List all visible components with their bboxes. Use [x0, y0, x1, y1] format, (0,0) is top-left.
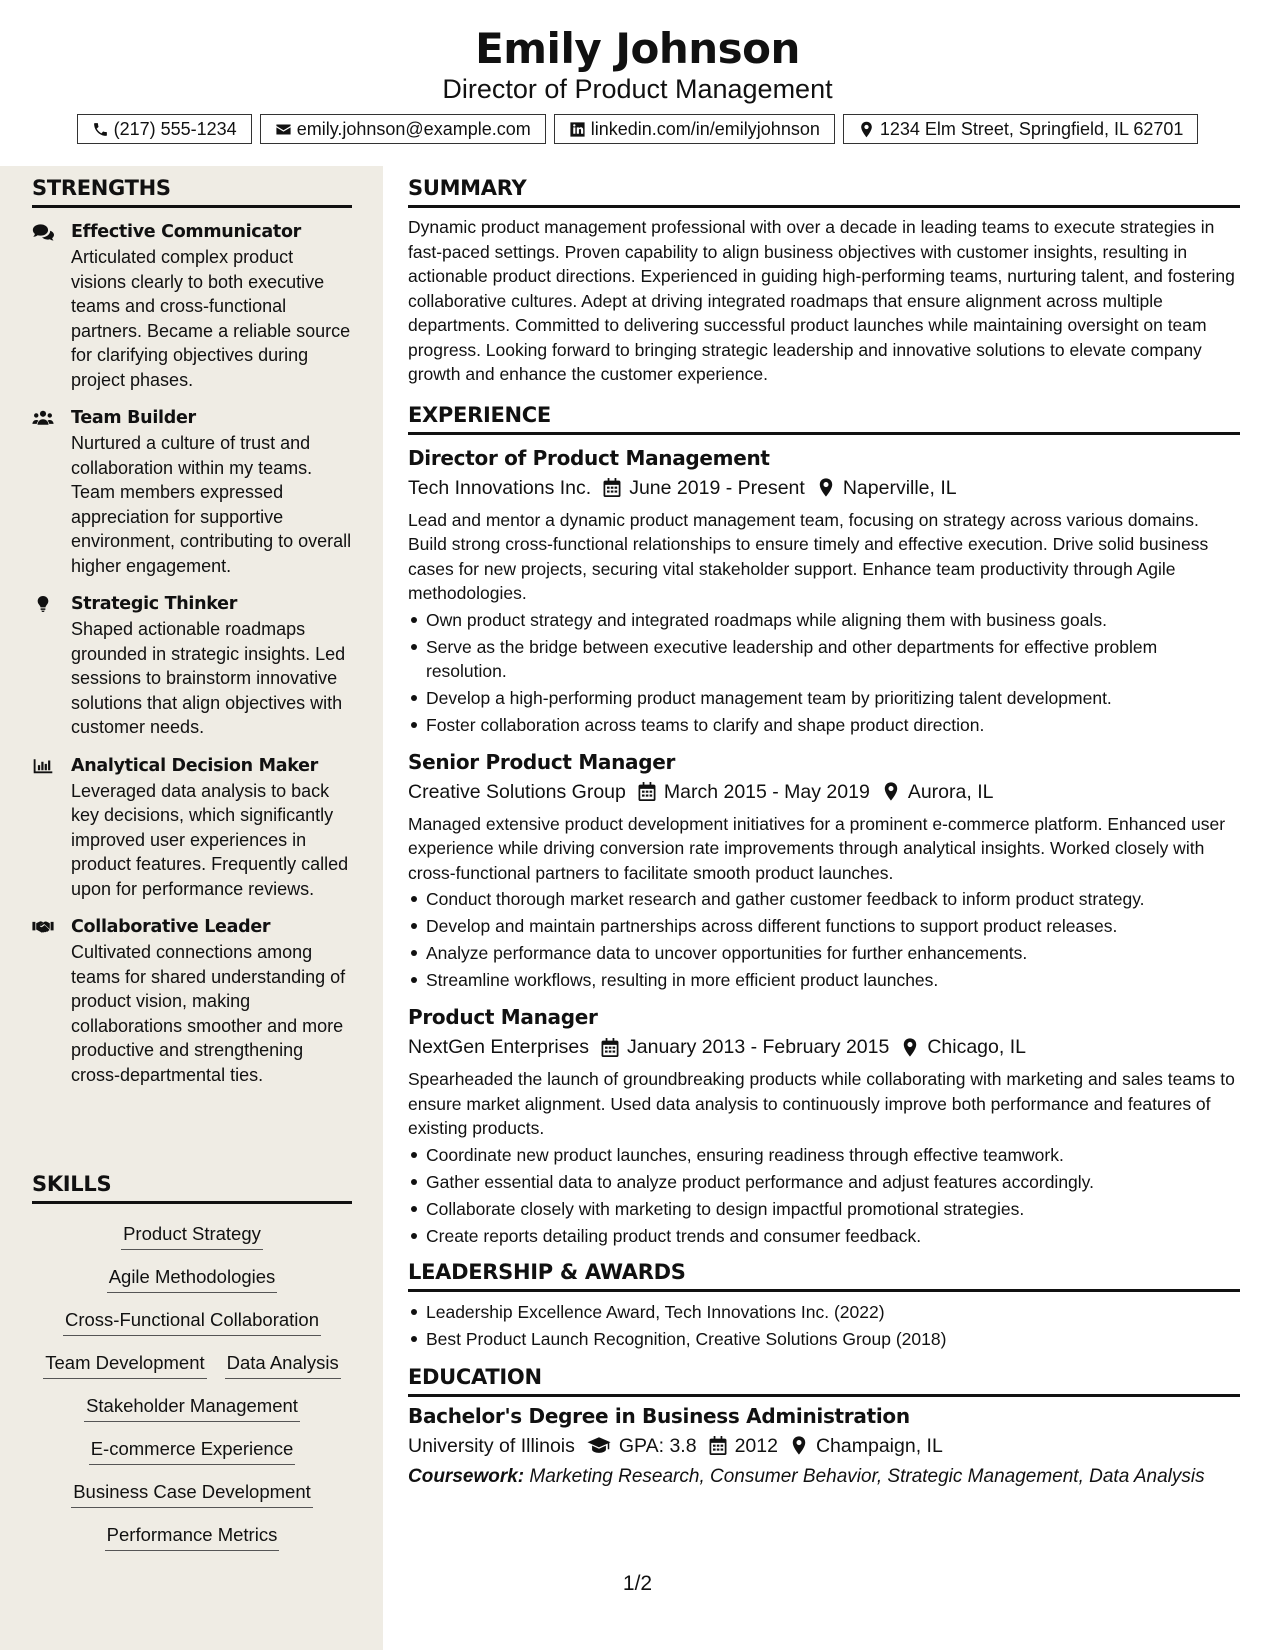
strength-desc: Shaped actionable roadmaps grounded in strategic insights. Led sessions to brainstorm innovative solutions that align objectives with customer needs.: [71, 619, 346, 737]
job-dates: January 2013 - February 2015: [627, 1036, 890, 1058]
experience-heading: EXPERIENCE: [408, 403, 1240, 435]
job-bullet: Streamline workflows, resulting in more efficient product launches.: [408, 968, 1240, 992]
skill-tag: Stakeholder Management: [84, 1394, 300, 1422]
job-meta: [408, 473, 1240, 503]
awards-heading: LEADERSHIP & AWARDS: [408, 1260, 1240, 1292]
summary-text: Dynamic product management professional with over a decade in leading teams to execute strategies in fast-paced settings. Proven capability to align business objectives with customer insights, resulting in actionable product directions. Experienced in guiding high-performing teams, nurturing talent, and fostering collaborative cultures. Adept at driving integrated roadmaps that ensure alignment across multiple departments. Committed to delivering successful product launches while maintaining oversight on team progress. Looking forward to bringing strategic leadership and innovative solutions to elevate company growth and enhance the customer experience.: [408, 217, 1235, 384]
awards-list: [408, 1300, 1240, 1351]
coursework: [408, 1465, 1240, 1489]
calendar-icon: [638, 782, 656, 801]
job-dates: March 2015 - May 2019: [663, 780, 870, 803]
skills-section: [32, 1172, 352, 1551]
job-dates: June 2019 - Present: [629, 476, 805, 499]
job-bullet: Foster collaboration across teams to clarify and shape product direction.: [408, 713, 1240, 737]
linkedin-icon: [569, 121, 586, 138]
gpa-text: GPA: 3.8: [618, 1434, 697, 1457]
coursework-label: Coursework:: [408, 1465, 525, 1487]
graduation-year: 2012: [734, 1434, 778, 1457]
page-number: 1/2: [622, 1572, 653, 1595]
strength-desc: Cultivated connections among teams for shared understanding of product vision, making collaborations smoother and more productive and strengthening cross-departmental ties.: [71, 942, 346, 1085]
skill-tag: Agile Methodologies: [107, 1265, 278, 1293]
skill-tag: Business Case Development: [71, 1480, 313, 1508]
map-pin-icon: [901, 1038, 919, 1057]
job-bullet: Coordinate new product launches, ensuring readiness through effective teamwork.: [408, 1143, 1240, 1167]
experience-section: [408, 403, 1240, 1248]
job-bullet: Collaborate closely with marketing to design impactful promotional strategies.: [408, 1197, 1240, 1221]
contact-linkedin[interactable]: [554, 114, 835, 144]
job-company: Creative Solutions Group: [408, 780, 626, 803]
school-name: University of Illinois: [408, 1434, 575, 1457]
job-location: Chicago, IL: [927, 1036, 1026, 1058]
strength-title: Team Builder: [71, 408, 196, 428]
job-location: Naperville, IL: [842, 476, 957, 499]
job-bullet: Analyze performance data to uncover opportunities for further enhancements.: [408, 941, 1240, 965]
contact-email[interactable]: [260, 114, 546, 144]
strength-title: Collaborative Leader: [71, 917, 271, 937]
job-description: Managed extensive product development initiatives for a prominent e-commerce platform. Enhanced user experience while driving conversion rate improvements through analytical insights. Worked closely with cross-functional partners to facilitate smooth product launches.: [408, 813, 1226, 883]
job-bullet: Own product strategy and integrated roadmaps while aligning them with business goals.: [408, 608, 1240, 632]
phone-text: (217) 555-1234: [113, 118, 237, 139]
graduation-cap-icon: [587, 1436, 611, 1455]
skills-heading: SKILLS: [32, 1172, 352, 1204]
candidate-name: Emily Johnson: [475, 24, 800, 73]
strength-title: Effective Communicator: [71, 222, 302, 242]
address-text: 1234 Elm Street, Springfield, IL 62701: [879, 118, 1184, 139]
resume-header: [0, 0, 1275, 166]
users-icon: [32, 409, 54, 427]
job-company: Tech Innovations Inc.: [408, 476, 592, 499]
contact-address: [843, 114, 1199, 144]
skill-tag: E-commerce Experience: [89, 1437, 296, 1465]
phone-icon: [92, 121, 109, 138]
skill-tag: Performance Metrics: [105, 1523, 280, 1551]
job-entry: [408, 1002, 1240, 1248]
degree-title: Bachelor's Degree in Business Administration: [408, 1403, 910, 1428]
map-pin-icon: [858, 121, 875, 138]
strength-desc: Nurtured a culture of trust and collaboration within my teams. Team members expressed appreciation for supportive environment, contributing to overall higher engagement.: [71, 433, 352, 576]
job-bullet: Gather essential data to analyze product performance and adjust features accordingly.: [408, 1170, 1240, 1194]
contact-phone: [77, 114, 252, 144]
education-location: Champaign, IL: [815, 1434, 943, 1457]
job-bullet: Develop a high-performing product management team by prioritizing talent development.: [408, 686, 1240, 710]
award-item: Leadership Excellence Award, Tech Innovations Inc. (2022): [408, 1300, 1240, 1324]
strengths-heading: STRENGTHS: [32, 176, 352, 208]
awards-section: [408, 1260, 1240, 1351]
job-bullet: Conduct thorough market research and gather customer feedback to inform product strategy.: [408, 887, 1240, 911]
handshake-icon: [32, 918, 54, 936]
job-meta: [408, 777, 1240, 807]
education-meta: [408, 1431, 1240, 1461]
linkedin-text: linkedin.com/in/emilyjohnson: [590, 118, 820, 139]
job-bullets: [408, 887, 1240, 992]
strength-item: [32, 592, 352, 740]
lightbulb-icon: [32, 595, 54, 613]
contact-row: [0, 114, 1275, 144]
skill-tag: Cross-Functional Collaboration: [63, 1308, 321, 1336]
strength-desc: Articulated complex product visions clearly to both executive teams and cross-functional partners. Became a reliable source for clarifying objectives during project phases.: [71, 247, 351, 390]
strength-item: [32, 754, 352, 902]
skill-tag: Team Development: [43, 1351, 206, 1379]
job-bullet: Create reports detailing product trends and consumer feedback.: [408, 1224, 1240, 1248]
skills-list: [32, 1222, 352, 1551]
strength-item: [32, 406, 352, 578]
job-bullets: [408, 1143, 1240, 1248]
job-bullet: Develop and maintain partnerships across different functions to support product releases.: [408, 914, 1240, 938]
education-section: [408, 1365, 1240, 1489]
chart-icon: [32, 757, 54, 775]
summary-section: [408, 176, 1240, 387]
job-company: NextGen Enterprises: [408, 1036, 589, 1058]
comments-icon: [32, 223, 54, 241]
strength-item: [32, 220, 352, 392]
coursework-text: Marketing Research, Consumer Behavior, Strategic Management, Data Analysis: [529, 1465, 1205, 1487]
candidate-title: Director of Product Management: [442, 74, 833, 104]
skill-tag: Product Strategy: [121, 1222, 263, 1250]
job-description: Spearheaded the launch of groundbreaking products while collaborating with marketing and sales teams to ensure market alignment. Used data analysis to continuously improve both performance and features of existing products.: [408, 1069, 1235, 1138]
job-location: Aurora, IL: [907, 780, 994, 803]
strength-item: [32, 915, 352, 1087]
education-heading: EDUCATION: [408, 1365, 1240, 1397]
envelope-icon: [275, 121, 292, 138]
job-entry: [408, 747, 1240, 993]
job-meta: [408, 1032, 1240, 1062]
job-title: Director of Product Management: [408, 445, 770, 470]
job-title: Senior Product Manager: [408, 749, 676, 774]
calendar-icon: [709, 1436, 727, 1455]
map-pin-icon: [817, 478, 835, 497]
map-pin-icon: [882, 782, 900, 801]
job-entry: [408, 443, 1240, 737]
award-item: Best Product Launch Recognition, Creative Solutions Group (2018): [408, 1327, 1240, 1351]
calendar-icon: [601, 1038, 619, 1057]
email-text: emily.johnson@example.com: [296, 118, 531, 139]
strength-title: Analytical Decision Maker: [71, 755, 319, 776]
job-title: Product Manager: [408, 1005, 598, 1029]
job-bullets: [408, 608, 1240, 737]
job-description: Lead and mentor a dynamic product management team, focusing on strategy across various domains. Build strong cross-functional relationships to ensure timely and effective execution. Drive solid business cases for new projects, securing vital stakeholder support. Enhance team productivity through Agile methodologies.: [408, 509, 1209, 603]
skill-tag: Data Analysis: [225, 1351, 341, 1379]
strengths-section: [32, 176, 352, 1087]
strength-desc: Leveraged data analysis to back key decisions, which significantly improved user experiences in product features. Frequently called upon for performance reviews.: [71, 780, 349, 899]
job-bullet: Serve as the bridge between executive leadership and other departments for effective problem resolution.: [408, 635, 1240, 683]
calendar-icon: [603, 478, 621, 497]
summary-heading: SUMMARY: [408, 176, 1240, 208]
map-pin-icon: [790, 1436, 808, 1455]
strength-title: Strategic Thinker: [71, 594, 238, 614]
main-column: [408, 176, 1240, 1489]
